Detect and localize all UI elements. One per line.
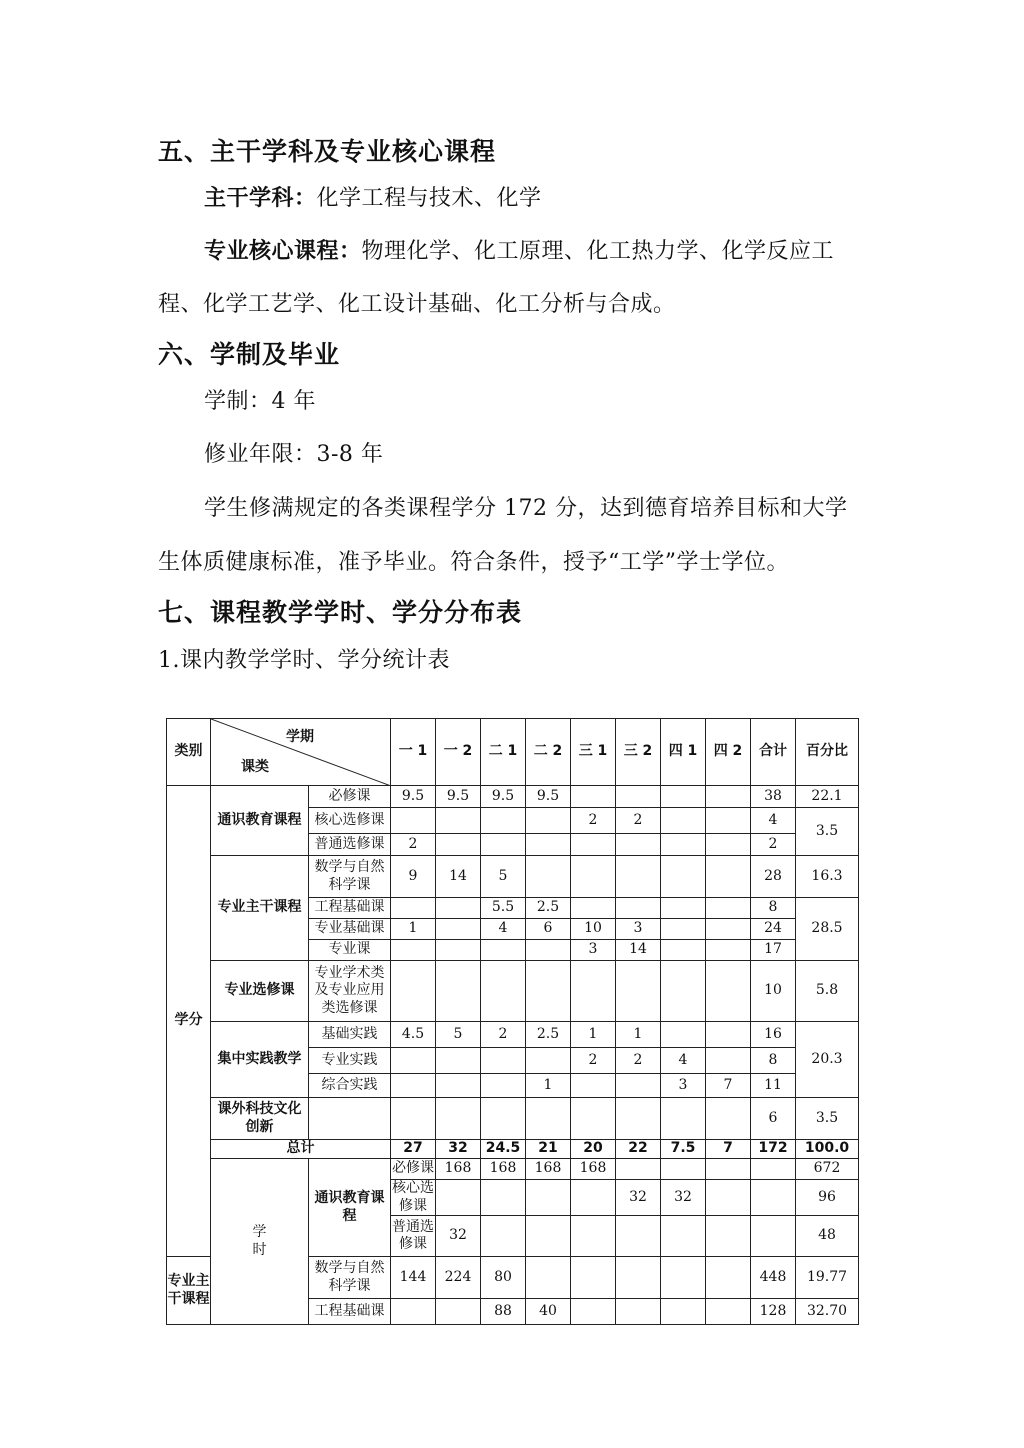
table-cell <box>481 1098 526 1140</box>
table-cell <box>661 1159 706 1180</box>
table-cell <box>616 1257 661 1299</box>
table-cell: 80 <box>481 1257 526 1299</box>
row-label-required-hours: 必修课 <box>391 1159 436 1180</box>
table-cell: 6 <box>751 1098 796 1140</box>
table-cell: 32 <box>616 1180 661 1216</box>
table-cell <box>706 940 751 961</box>
table-cell: 168 <box>571 1159 616 1180</box>
table-cell: 5.8 <box>796 961 859 1022</box>
table-cell <box>706 1159 751 1180</box>
table-cell <box>436 1299 481 1325</box>
table-row <box>167 786 859 808</box>
table-cell: 11 <box>751 1074 796 1098</box>
header-term-1: 一 1 <box>391 719 436 786</box>
table-cell <box>661 961 706 1022</box>
table-cell: 5.5 <box>481 898 526 919</box>
table-cell: 32 <box>436 1140 481 1159</box>
main-subject-label: 主干学科： <box>204 186 317 211</box>
table-cell <box>571 1074 616 1098</box>
table-cell <box>526 940 571 961</box>
table-cell <box>436 919 481 940</box>
table-cell <box>706 1216 751 1257</box>
table-cell <box>706 786 751 808</box>
table-row <box>167 856 859 898</box>
table-cell: 2 <box>571 808 616 834</box>
row-label-major-base: 专业基础课 <box>309 919 391 940</box>
table-cell: 学时 <box>252 1224 267 1258</box>
table-cell <box>571 834 616 856</box>
table-cell <box>751 1159 796 1180</box>
table-cell <box>706 1180 751 1216</box>
table-cell: 224 <box>436 1257 481 1299</box>
table-cell: 4 <box>661 1048 706 1074</box>
table-cell: 9.5 <box>436 786 481 808</box>
table-cell <box>436 808 481 834</box>
table-cell <box>661 834 706 856</box>
row-label-required: 必修课 <box>309 786 391 808</box>
row-label-engineering-hours: 工程基础课 <box>309 1299 391 1325</box>
table-row <box>167 1098 859 1140</box>
table-cell <box>661 898 706 919</box>
table-cell: 17 <box>751 940 796 961</box>
table-cell: 32 <box>661 1180 706 1216</box>
table-cell: 2 <box>391 834 436 856</box>
table-cell: 4 <box>751 808 796 834</box>
header-total: 合计 <box>751 719 796 786</box>
table-cell <box>706 898 751 919</box>
table-cell <box>616 1074 661 1098</box>
section-6-title: 六、学制及毕业 <box>158 340 341 369</box>
header-term-6: 三 2 <box>616 719 661 786</box>
general-elective-percent: 3.5 <box>796 808 859 856</box>
table-cell: 9.5 <box>391 786 436 808</box>
table-cell: 2 <box>616 808 661 834</box>
table-cell <box>706 1048 751 1074</box>
header-term-7: 四 1 <box>661 719 706 786</box>
table-cell <box>616 1216 661 1257</box>
table-cell: 32 <box>436 1216 481 1257</box>
table-cell: 1 <box>391 919 436 940</box>
group-hours <box>211 1159 309 1325</box>
table-cell <box>481 1216 526 1257</box>
table-cell <box>616 1098 661 1140</box>
table-cell: 128 <box>751 1299 796 1325</box>
table-cell <box>706 1299 751 1325</box>
header-term-8: 四 2 <box>706 719 751 786</box>
table-cell <box>526 834 571 856</box>
row-label-extracurricular-blank <box>309 1098 391 1140</box>
table-cell: 172 <box>751 1140 796 1159</box>
category-general-hours: 通识教育课程 <box>309 1159 391 1257</box>
group-credit: 学分 <box>167 786 211 1257</box>
table-cell <box>481 1048 526 1074</box>
table-cell <box>526 856 571 898</box>
table-cell: 16.3 <box>796 856 859 898</box>
table-cell: 5 <box>436 1022 481 1048</box>
table-cell: 24.5 <box>481 1140 526 1159</box>
table-cell <box>706 1257 751 1299</box>
table-cell <box>481 808 526 834</box>
table-cell: 168 <box>436 1159 481 1180</box>
table-cell <box>706 1098 751 1140</box>
major-percent: 28.5 <box>796 898 859 961</box>
row-label-comprehensive-practice: 综合实践 <box>309 1074 391 1098</box>
table-cell <box>571 1098 616 1140</box>
row-label-core-elective: 核心选修课 <box>309 808 391 834</box>
table-cell: 96 <box>796 1180 859 1216</box>
table-cell: 448 <box>751 1257 796 1299</box>
table-cell <box>571 898 616 919</box>
category-major-hours: 专业主干课程 <box>167 1257 211 1325</box>
table-cell <box>526 808 571 834</box>
table-cell <box>391 1098 436 1140</box>
table-subtitle: 1.课内教学学时、学分统计表 <box>158 648 450 673</box>
table-cell <box>616 1159 661 1180</box>
header-term-2: 一 2 <box>436 719 481 786</box>
credit-hour-table <box>166 718 859 1325</box>
table-cell: 22 <box>616 1140 661 1159</box>
table-cell: 19.77 <box>796 1257 859 1299</box>
header-term-3: 二 1 <box>481 719 526 786</box>
row-label-major: 专业课 <box>309 940 391 961</box>
table-cell <box>571 786 616 808</box>
total-row <box>167 1140 859 1159</box>
table-cell <box>481 961 526 1022</box>
table-cell <box>481 1180 526 1216</box>
table-cell: 4 <box>481 919 526 940</box>
table-cell: 3.5 <box>796 1098 859 1140</box>
row-label-math-hours: 数学与自然科学课 <box>309 1257 391 1299</box>
table-cell <box>661 808 706 834</box>
table-cell: 27 <box>391 1140 436 1159</box>
table-cell <box>661 1098 706 1140</box>
table-cell <box>526 1048 571 1074</box>
header-term-4: 二 2 <box>526 719 571 786</box>
table-cell: 28 <box>751 856 796 898</box>
table-cell <box>391 961 436 1022</box>
study-years-text: 修业年限：3-8 年 <box>204 442 384 467</box>
duration-text: 学制：4 年 <box>204 389 316 414</box>
table-cell <box>391 1299 436 1325</box>
table-cell: 6 <box>526 919 571 940</box>
table-cell: 88 <box>481 1299 526 1325</box>
main-subject-line <box>204 181 542 212</box>
table-cell: 2 <box>616 1048 661 1074</box>
table-cell <box>526 1098 571 1140</box>
row-label-major-practice: 专业实践 <box>309 1048 391 1074</box>
table-cell: 100.0 <box>796 1140 859 1159</box>
table-cell <box>661 1216 706 1257</box>
table-cell <box>391 1074 436 1098</box>
table-cell: 10 <box>571 919 616 940</box>
row-label-total: 总计 <box>211 1140 391 1159</box>
header-category: 类别 <box>167 719 211 786</box>
header-term-5: 三 1 <box>571 719 616 786</box>
table-cell: 3 <box>616 919 661 940</box>
table-cell <box>706 961 751 1022</box>
table-cell <box>391 940 436 961</box>
table-cell <box>661 919 706 940</box>
table-cell <box>616 834 661 856</box>
table-cell <box>391 1048 436 1074</box>
table-cell <box>391 898 436 919</box>
table-cell <box>436 1098 481 1140</box>
table-cell <box>751 1180 796 1216</box>
table-cell: 2.5 <box>526 898 571 919</box>
table-cell: 21 <box>526 1140 571 1159</box>
table-cell <box>526 1180 571 1216</box>
row-label-general-elective-hours: 普通选修课 <box>391 1216 436 1257</box>
core-course-label: 专业核心课程： <box>204 239 362 264</box>
header-term: 学期 <box>286 729 314 745</box>
table-cell: 7 <box>706 1074 751 1098</box>
row-label-general-elective: 普通选修课 <box>309 834 391 856</box>
table-cell: 48 <box>796 1216 859 1257</box>
table-cell: 24 <box>751 919 796 940</box>
table-cell <box>436 1074 481 1098</box>
table-cell <box>436 1180 481 1216</box>
table-cell: 3 <box>571 940 616 961</box>
row-label-core-elective-hours: 核心选修课 <box>392 1180 434 1214</box>
table-cell <box>616 1299 661 1325</box>
table-cell: 1 <box>616 1022 661 1048</box>
table-cell <box>481 1074 526 1098</box>
core-course-line-2: 程、化学工艺学、化工设计基础、化工分析与合成。 <box>158 292 676 317</box>
table-row <box>167 1022 859 1048</box>
section-5-title: 五、主干学科及专业核心课程 <box>158 137 497 166</box>
header-percent: 百分比 <box>796 719 859 786</box>
category-major: 专业主干课程 <box>211 856 309 961</box>
table-cell: 1 <box>526 1074 571 1098</box>
table-cell <box>571 961 616 1022</box>
header-type: 课类 <box>241 759 269 775</box>
table-cell: 2 <box>481 1022 526 1048</box>
table-cell <box>706 1022 751 1048</box>
core-course-line-1 <box>204 234 834 265</box>
table-cell <box>751 1216 796 1257</box>
table-cell: 5 <box>481 856 526 898</box>
table-cell <box>436 834 481 856</box>
row-label-academic-elective: 专业学术类及专业应用类选修课 <box>309 961 391 1022</box>
table-cell: 7.5 <box>661 1140 706 1159</box>
table-cell: 1 <box>571 1022 616 1048</box>
table-cell: 40 <box>526 1299 571 1325</box>
table-cell <box>526 1257 571 1299</box>
table-row <box>167 1159 859 1180</box>
table-cell <box>706 808 751 834</box>
category-general: 通识教育课程 <box>211 786 309 856</box>
main-subject-value: 化学工程与技术、化学 <box>316 186 542 211</box>
table-row <box>167 961 859 1022</box>
table-cell: 32.70 <box>796 1299 859 1325</box>
table-cell <box>436 898 481 919</box>
table-cell <box>661 856 706 898</box>
table-cell: 16 <box>751 1022 796 1048</box>
table-cell <box>571 856 616 898</box>
table-cell <box>436 1048 481 1074</box>
row-label-math: 数学与自然科学课 <box>309 856 391 898</box>
category-extracurricular: 课外科技文化创新 <box>211 1098 309 1140</box>
graduation-text-1: 学生修满规定的各类课程学分 172 分，达到德育培养目标和大学 <box>204 496 848 521</box>
table-cell <box>571 1299 616 1325</box>
table-cell: 4.5 <box>391 1022 436 1048</box>
category-practice: 集中实践教学 <box>211 1022 309 1098</box>
table-cell: 14 <box>616 940 661 961</box>
section-7-title: 七、课程教学学时、学分分布表 <box>158 598 523 627</box>
header-diagonal-cell <box>211 719 391 786</box>
table-cell <box>391 808 436 834</box>
table-cell: 9.5 <box>481 786 526 808</box>
table-cell: 672 <box>796 1159 859 1180</box>
table-cell: 9 <box>391 856 436 898</box>
table-cell <box>571 1257 616 1299</box>
table-cell <box>661 1299 706 1325</box>
table-cell <box>526 1216 571 1257</box>
category-major-elective: 专业选修课 <box>211 961 309 1022</box>
table-cell <box>481 940 526 961</box>
table-cell: 8 <box>751 1048 796 1074</box>
table-cell: 20 <box>571 1140 616 1159</box>
table-cell <box>571 1216 616 1257</box>
table-cell: 7 <box>706 1140 751 1159</box>
table-cell <box>616 898 661 919</box>
row-label-basic-practice: 基础实践 <box>309 1022 391 1048</box>
table-cell: 8 <box>751 898 796 919</box>
table-cell <box>436 961 481 1022</box>
practice-percent: 20.3 <box>796 1022 859 1098</box>
table-cell <box>616 961 661 1022</box>
table-cell <box>661 940 706 961</box>
table-cell: 3 <box>661 1074 706 1098</box>
table-cell: 2 <box>751 834 796 856</box>
table-cell: 2 <box>571 1048 616 1074</box>
table-cell: 168 <box>481 1159 526 1180</box>
table-cell <box>436 940 481 961</box>
table-cell <box>481 834 526 856</box>
table-cell <box>661 786 706 808</box>
table-cell <box>706 856 751 898</box>
table-cell <box>706 919 751 940</box>
core-course-value-1: 物理化学、化工原理、化工热力学、化学反应工 <box>361 239 835 264</box>
row-label-engineering: 工程基础课 <box>309 898 391 919</box>
table-cell: 2.5 <box>526 1022 571 1048</box>
table-cell <box>571 1180 616 1216</box>
table-cell <box>526 961 571 1022</box>
table-cell: 9.5 <box>526 786 571 808</box>
table-cell: 38 <box>751 786 796 808</box>
table-cell <box>616 856 661 898</box>
table-cell: 144 <box>391 1257 436 1299</box>
table-cell <box>616 786 661 808</box>
table-cell: 22.1 <box>796 786 859 808</box>
table-cell: 14 <box>436 856 481 898</box>
table-cell <box>661 1257 706 1299</box>
table-cell: 168 <box>526 1159 571 1180</box>
graduation-text-2: 生体质健康标准，准予毕业。符合条件，授予“工学”学士学位。 <box>158 550 789 575</box>
table-cell <box>706 834 751 856</box>
table-cell: 10 <box>751 961 796 1022</box>
header-row <box>167 719 859 786</box>
table-cell <box>661 1022 706 1048</box>
